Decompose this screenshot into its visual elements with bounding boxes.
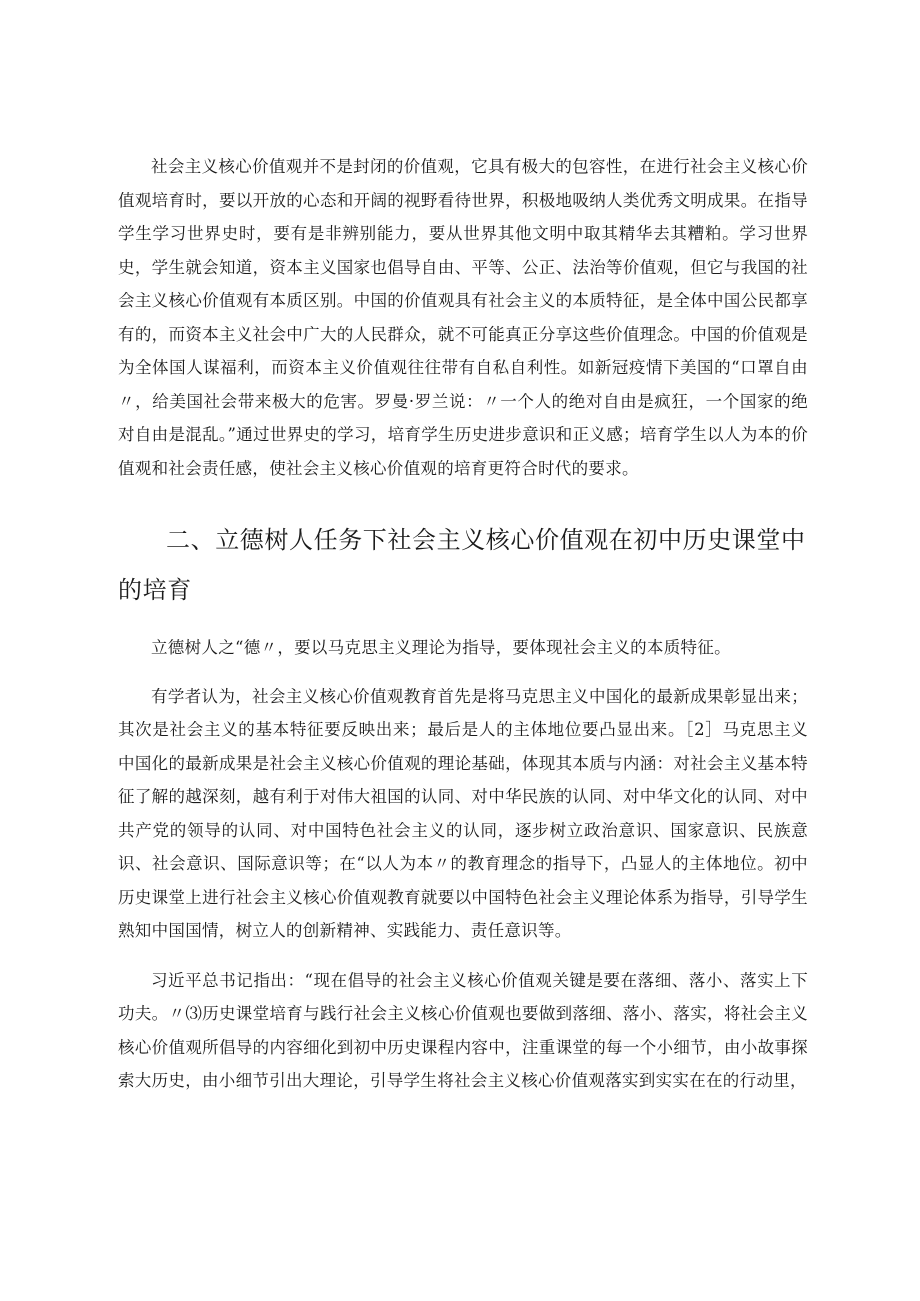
body-paragraph: 社会主义核心价值观并不是封闭的价值观，它具有极大的包容性，在进行社会主义核心价值观培育时，要以开放的心态和开阔的视野看待世界，积极地吸纳人类优秀文明成果。在指导学生学习世界史时，要有是非辨别能力，要从世界其他文明中取其精华去其糟粕。学习世界史，学生就会知道，资本主义国家也倡导自由、平等、公正、法治等价值观，但它与我国的社会主义核心价值观有本质区别。中国的价值观具有社会主义的本质特征，是全体中国公民都享有的，而资本主义社会中广大的人民群众，就不可能真正分享这些价值理念。中国的价值观是为全体国人谋福利，而资本主义价值观往往带有自私自利性。如新冠疫情下美国的“口罩自由〃，给美国社会带来极大的危害。罗曼·罗兰说：〃一个人的绝对自由是疯狂，一个国家的绝对自由是混乱。”通过世界史的学习，培育学生历史进步意识和正义感；培育学生以人为本的价值观和社会责任感，使社会主义核心价值观的培育更符合时代的要求。 [118,157,808,478]
body-paragraph: 立德树人之“德〃，要以马克思主义理论为指导，要体现社会主义的本质特征。 [151,638,731,657]
body-paragraph: 习近平总书记指出：“现在倡导的社会主义核心价值观关键是要在落细、落小、落实上下功夫。〃⑶历史课堂培育与践行社会主义核心价值观也要做到落细、落小、落实，将社会主义核心价值观所倡导的内容细化到初中历史课程内容中，注重课堂的每一个小细节，由小故事探索大历史，由小细节引出大理论，引导学生将社会主义核心价值观落实到实实在在的行动里， [118,970,808,1090]
section-heading: 二、立德树人任务下社会主义核心价值观在初中历史课堂中的培育 [118,526,806,604]
body-paragraph: 有学者认为，社会主义核心价值观教育首先是将马克思主义中国化的最新成果彰显出来；其次是社会主义的基本特征要反映出来；最后是人的主体地位要凸显出来。［2］马克思主义中国化的最新成果是社会主义核心价值观的理论基础，体现其本质与内涵：对社会主义基本特征了解的越深刻，越有利于对伟大祖国的认同、对中华民族的认同、对中华文化的认同、对中共产党的领导的认同、对中国特色社会主义的认同，逐步树立政治意识、国家意识、民族意识、社会意识、国际意识等；在“以人为本〃的教育理念的指导下，凸显人的主体地位。初中历史课堂上进行社会主义核心价值观教育就要以中国特色社会主义理论体系为指导，引导学生熟知中国国情，树立人的创新精神、实践能力、责任意识等。 [118,686,808,940]
document-page [118,150,808,1098]
